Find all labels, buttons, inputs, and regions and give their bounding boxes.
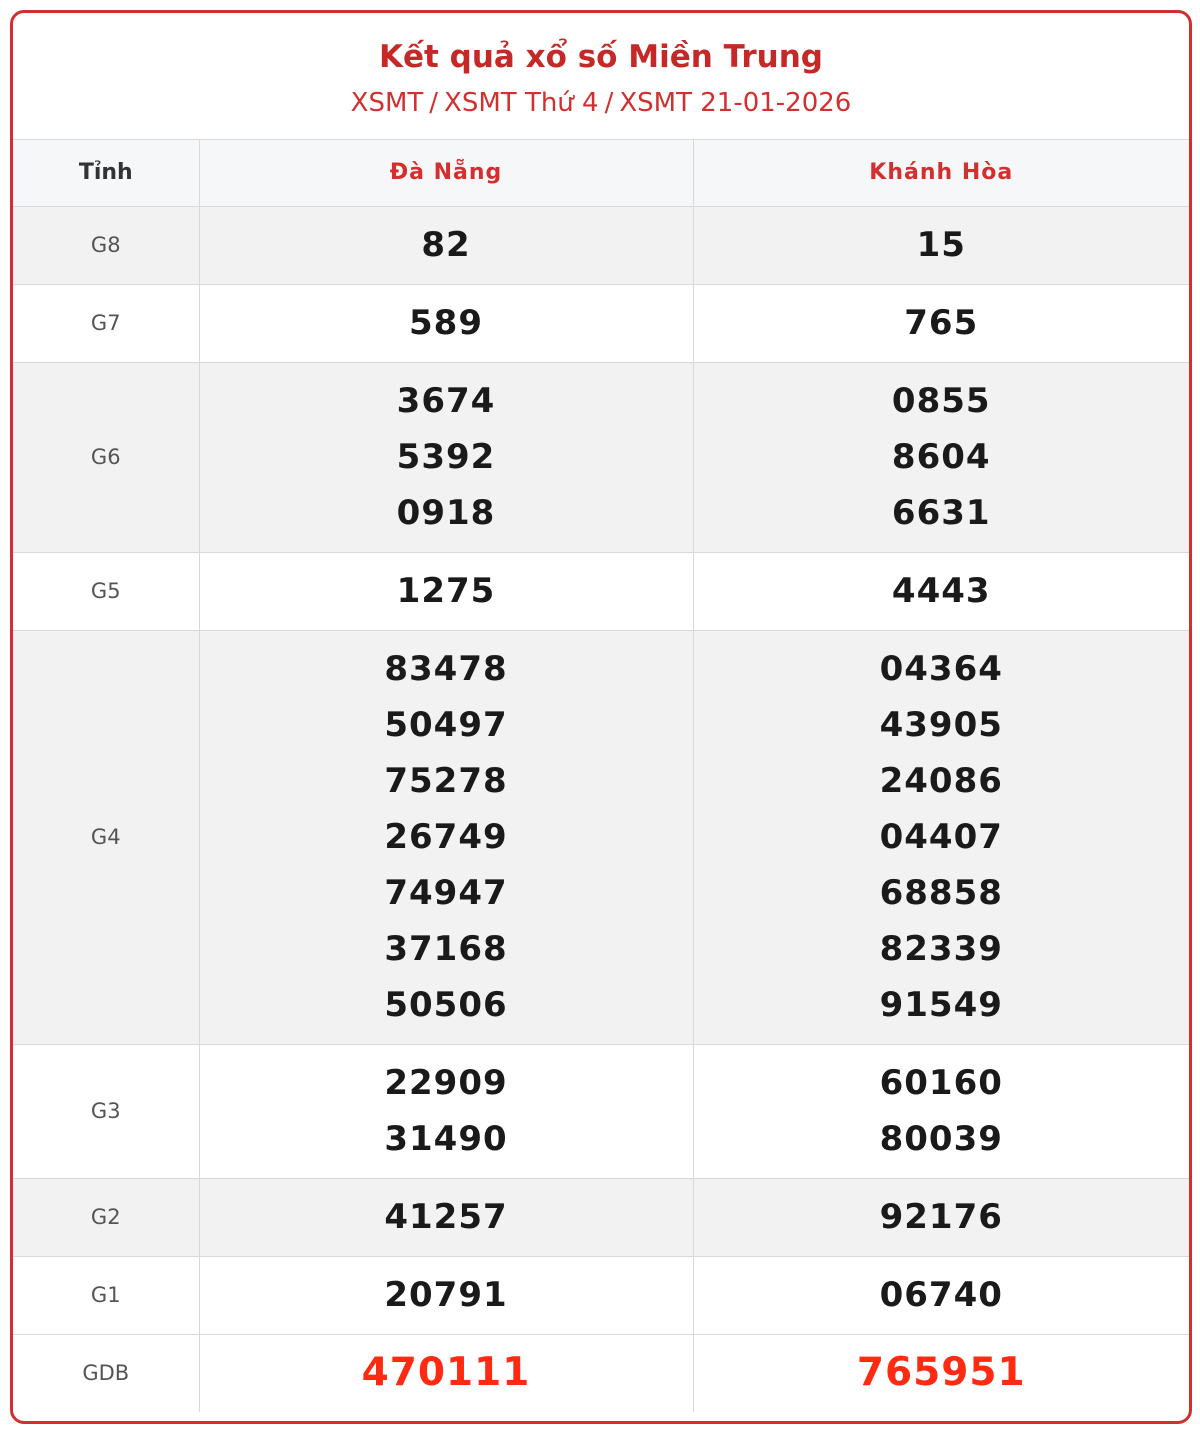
prize-row-g5 xyxy=(13,552,1189,630)
link-xsmt-date[interactable]: XSMT 21-01-2026 xyxy=(619,88,852,118)
result-number: 50506 xyxy=(384,985,508,1025)
result-cell xyxy=(693,552,1189,630)
prize-row-gdb xyxy=(13,1334,1189,1412)
prize-row-g7 xyxy=(13,284,1189,362)
result-number: 82 xyxy=(421,225,471,265)
result-cell xyxy=(693,1256,1189,1334)
results-header xyxy=(13,13,1189,140)
result-cell xyxy=(693,1334,1189,1412)
result-number: 20791 xyxy=(384,1275,508,1315)
result-number: 43905 xyxy=(879,705,1003,745)
result-number: 74947 xyxy=(384,873,508,913)
prize-label: G3 xyxy=(13,1044,199,1178)
result-cell xyxy=(199,1178,693,1256)
result-cell xyxy=(693,1044,1189,1178)
result-cell xyxy=(199,206,693,284)
result-cell xyxy=(199,630,693,1044)
result-cell xyxy=(199,552,693,630)
result-number: 3674 xyxy=(396,381,496,421)
result-cell xyxy=(199,1334,693,1412)
result-number: 8604 xyxy=(891,437,991,477)
result-cell xyxy=(199,362,693,552)
province-column-label: Tỉnh xyxy=(13,140,199,206)
result-number: 60160 xyxy=(879,1063,1003,1103)
prize-label: G7 xyxy=(13,284,199,362)
result-number: 6631 xyxy=(891,493,991,533)
prize-label: G8 xyxy=(13,206,199,284)
result-number: 82339 xyxy=(879,929,1003,969)
results-table xyxy=(13,140,1189,1412)
prize-row-g3 xyxy=(13,1044,1189,1178)
result-number: 26749 xyxy=(384,817,508,857)
result-number: 5392 xyxy=(396,437,496,477)
result-number: 04407 xyxy=(879,817,1003,857)
prize-label: G2 xyxy=(13,1178,199,1256)
result-number: 0918 xyxy=(396,493,496,533)
result-cell xyxy=(693,206,1189,284)
result-number: 91549 xyxy=(879,985,1003,1025)
result-number: 04364 xyxy=(879,649,1003,689)
special-prize-number: 765951 xyxy=(856,1350,1026,1396)
province-da-nang[interactable]: Đà Nẵng xyxy=(199,140,693,206)
prize-row-g6 xyxy=(13,362,1189,552)
prize-label: G6 xyxy=(13,362,199,552)
result-number: 68858 xyxy=(879,873,1003,913)
prize-row-g4 xyxy=(13,630,1189,1044)
page-title: Kết quả xổ số Miền Trung xyxy=(379,39,823,75)
special-prize-number: 470111 xyxy=(361,1350,531,1396)
result-number: 41257 xyxy=(384,1197,508,1237)
link-xsmt[interactable]: XSMT xyxy=(350,88,424,118)
result-cell xyxy=(693,630,1189,1044)
prize-label: G4 xyxy=(13,630,199,1044)
result-cell xyxy=(199,1256,693,1334)
result-number: 15 xyxy=(916,225,966,265)
prize-row-g1 xyxy=(13,1256,1189,1334)
prize-label: G5 xyxy=(13,552,199,630)
breadcrumb xyxy=(13,87,1189,119)
result-number: 4443 xyxy=(891,571,991,611)
result-number: 80039 xyxy=(879,1119,1003,1159)
result-cell xyxy=(199,1044,693,1178)
breadcrumb-separator: / xyxy=(429,88,439,118)
results-card xyxy=(10,10,1192,1424)
prize-label: G1 xyxy=(13,1256,199,1334)
result-number: 24086 xyxy=(879,761,1003,801)
result-number: 1275 xyxy=(396,571,496,611)
province-khanh-hoa[interactable]: Khánh Hòa xyxy=(693,140,1189,206)
result-number: 31490 xyxy=(384,1119,508,1159)
table-header-row xyxy=(13,140,1189,206)
prize-row-g8 xyxy=(13,206,1189,284)
result-number: 92176 xyxy=(879,1197,1003,1237)
result-cell xyxy=(693,362,1189,552)
result-cell xyxy=(693,284,1189,362)
result-number: 589 xyxy=(409,303,483,343)
result-number: 83478 xyxy=(384,649,508,689)
result-number: 50497 xyxy=(384,705,508,745)
result-number: 06740 xyxy=(879,1275,1003,1315)
result-number: 765 xyxy=(904,303,979,343)
prize-row-g2 xyxy=(13,1178,1189,1256)
breadcrumb-separator: / xyxy=(604,88,614,118)
prize-label: GDB xyxy=(82,1361,130,1386)
result-cell xyxy=(693,1178,1189,1256)
result-number: 75278 xyxy=(384,761,508,801)
result-number: 0855 xyxy=(891,381,991,421)
result-cell xyxy=(199,284,693,362)
result-number: 37168 xyxy=(384,929,508,969)
link-xsmt-thu-4[interactable]: XSMT Thứ 4 xyxy=(444,88,599,118)
result-number: 22909 xyxy=(384,1063,508,1103)
